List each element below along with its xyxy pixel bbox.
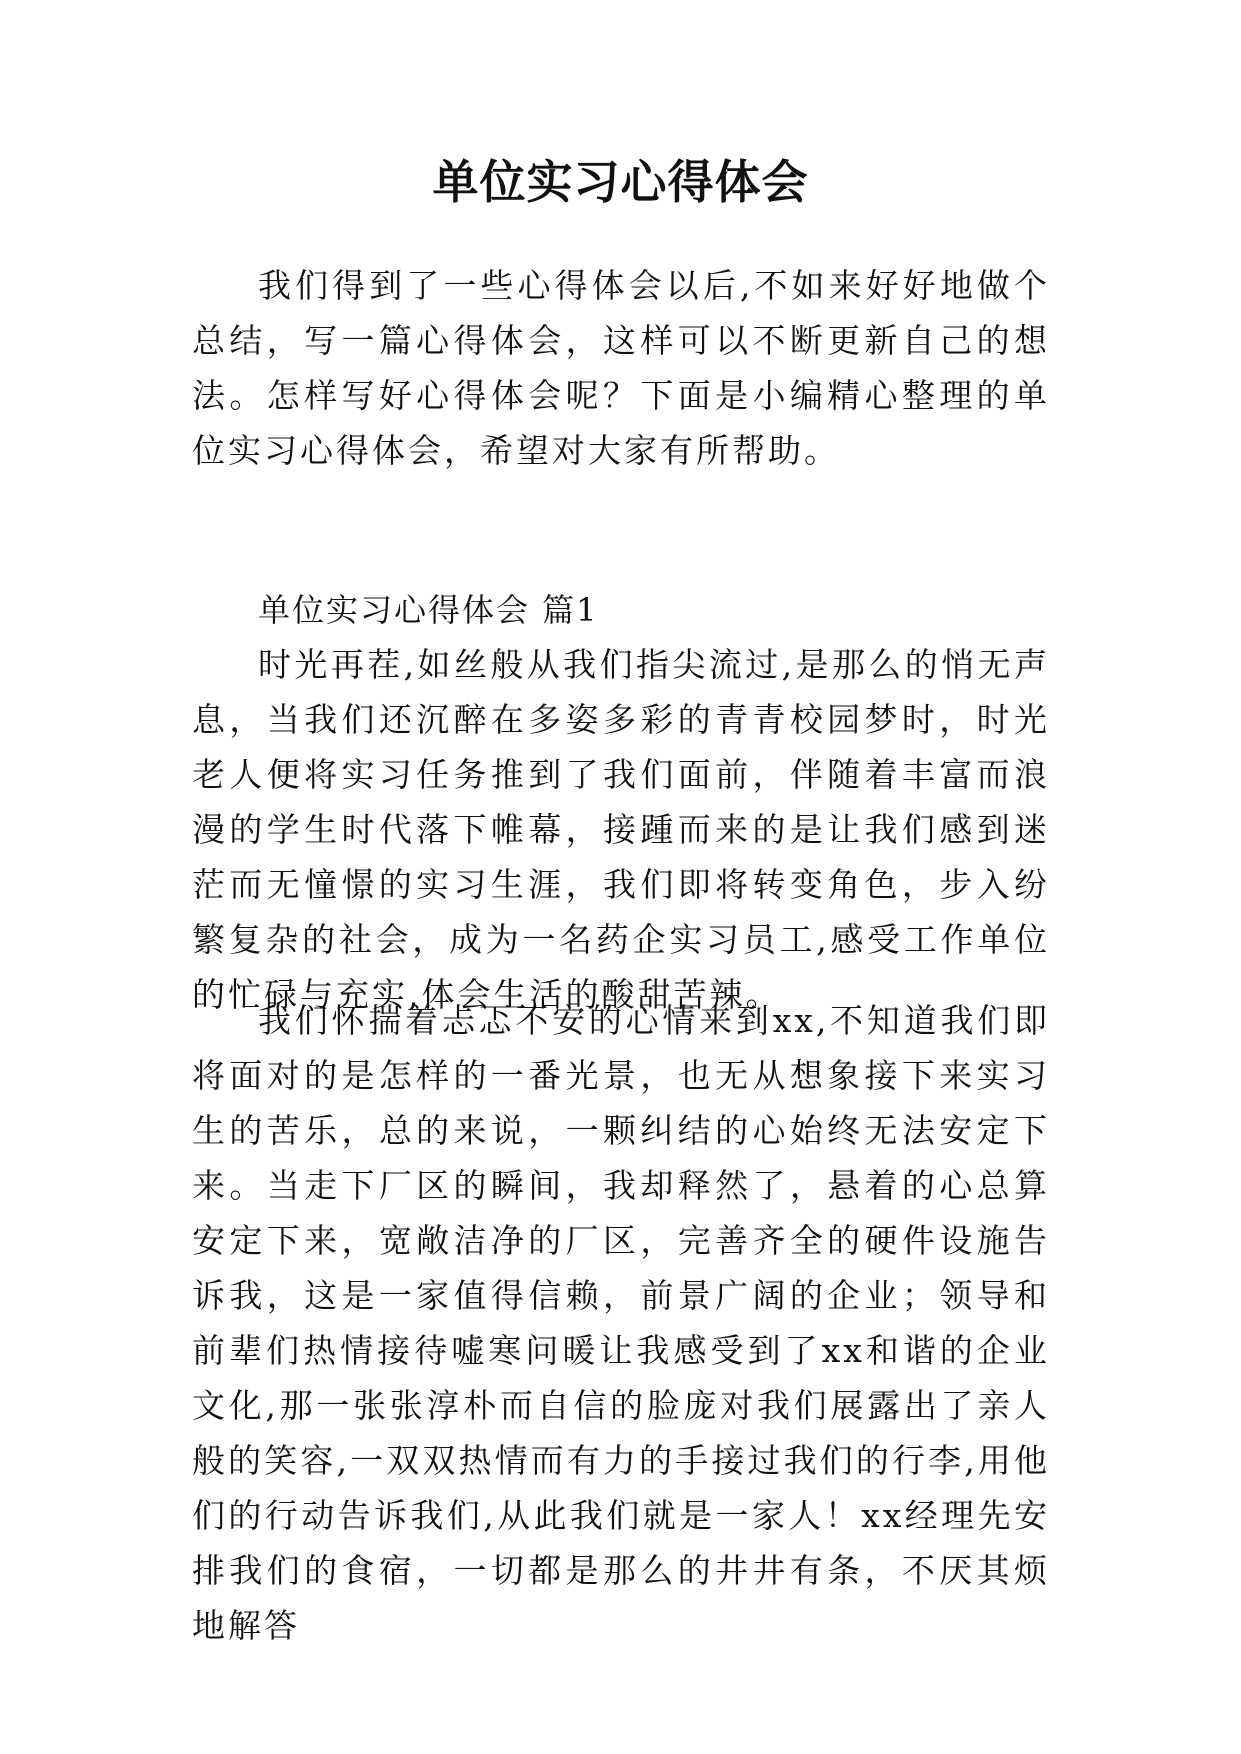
section-heading: 单位实习心得体会 篇1 bbox=[258, 591, 599, 629]
document-title: 单位实习心得体会 bbox=[432, 155, 809, 209]
body-paragraph: 时光再茬,如丝般从我们指尖流过,是那么的悄无声息，当我们还沉醉在多姿多彩的青青校园梦时，时光老人便将实习任务推到了我们面前，伴随着丰富而浪漫的学生时代落下帷幕，接踵而来的是让我们感到迷茫而无憧憬的实习生涯，我们即将转变角色，步入纷繁复杂的社会，成为一名药企实习员工,感受工作单位的忙碌与充实,体会生活的酸甜苦辣。 bbox=[192, 645, 1050, 1014]
body-paragraph: 我们怀揣着忐忑不安的心情来到xx,不知道我们即将面对的是怎样的一番光景，也无从想象接下来实习生的苦乐，总的来说，一颗纠结的心始终无法安定下来。当走下厂区的瞬间，我却释然了，悬着的心总算安定下来，宽敞洁净的厂区，完善齐全的硬件设施告诉我，这是一家值得信赖，前景广阔的企业；领导和前辈们热情接待嘘寒问暖让我感受到了xx和谐的企业文化,那一张张淳朴而自信的脸庞对我们展露出了亲人般的笑容,一双双热情而有力的手接过我们的行李,用他们的行动告诉我们,从此我们就是一家人！xx经理先安排我们的食宿，一切都是那么的井井有条，不厌其烦地解答 bbox=[192, 1001, 1050, 1645]
intro-paragraph: 我们得到了一些心得体会以后,不如来好好地做个总结，写一篇心得体会，这样可以不断更新自己的想法。怎样写好心得体会呢？下面是小编精心整理的单位实习心得体会，希望对大家有所帮助。 bbox=[192, 266, 1050, 470]
